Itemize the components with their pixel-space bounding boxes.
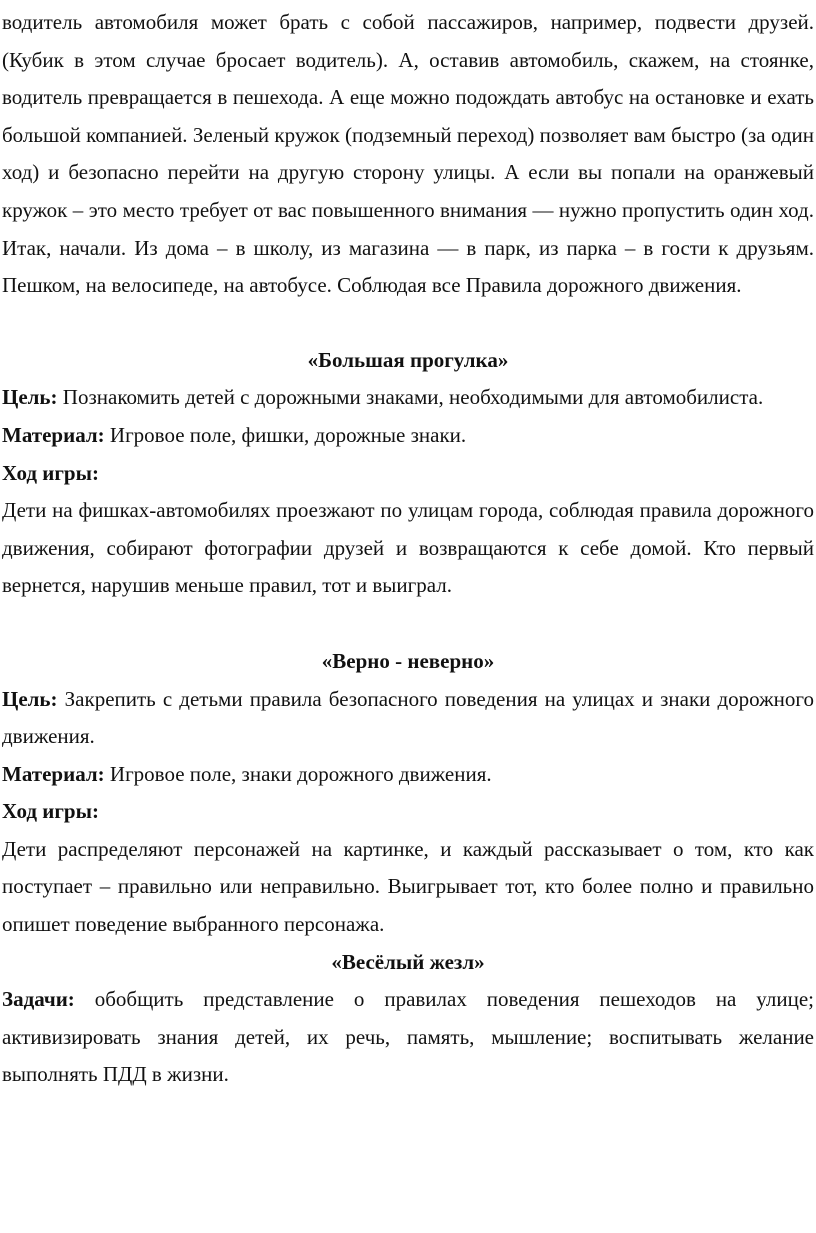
tasks-label: Задачи:: [2, 987, 75, 1012]
goal-text: Познакомить детей с дорожными знаками, необходимыми для автомобилиста.: [57, 385, 764, 410]
goal-label: Цель:: [2, 686, 58, 711]
goal-text: Закрепить с детьми правила безопасного поведения на улицах и знаки дорожного движения.: [2, 686, 814, 749]
material-text: Игровое поле, знаки дорожного движения.: [104, 761, 492, 786]
material-label: Материал:: [2, 422, 105, 447]
material-label: Материал:: [2, 761, 105, 786]
game-section-true-false: [2, 643, 814, 944]
course-paragraph: Дети распределяют персонажей на картинке, и каждый рассказывает о том, кто как поступает – правильно или неправильно. Выигрывает тот, кто более полно и правильно опишет поведение выбранного персонажа.: [2, 836, 814, 937]
goal-paragraph: [2, 379, 814, 417]
course-paragraph: Дети на фишках-автомобилях проезжают по улицам города, соблюдая правила дорожного движения, собирают фотографии друзей и возвращаются к себе домой. Кто первый вернется, нарушив меньше правил, тот и выиграл.: [2, 498, 814, 598]
game-title: «Весёлый жезл»: [331, 949, 485, 974]
course-label: Ход игры:: [2, 460, 99, 485]
material-paragraph: [2, 756, 814, 794]
game-section-big-walk: [2, 342, 814, 605]
tasks-text: обобщить представление о правилах поведения пешеходов на улице; активизировать знания детей, их речь, память, мышление; воспитывать желание выполнять ПДД в жизни.: [2, 987, 814, 1087]
goal-label: Цель:: [2, 385, 58, 410]
material-paragraph: [2, 417, 814, 455]
goal-paragraph: [2, 681, 814, 756]
game-title: «Большая прогулка»: [307, 347, 509, 372]
tasks-paragraph: [2, 981, 814, 1094]
intro-paragraph: водитель автомобиля может брать с собой пассажиров, например, подвести друзей. (Кубик в этом случае бросает водитель). А, оставив автомобиль, скажем, на стоянке, водитель превращается в пешехода. А еще можно подождать автобус на остановке и ехать большой компанией. Зеленый кружок (подземный переход) позволяет вам быстро (за один ход) и безопасно перейти на другую сторону улицы. А если вы попали на оранжевый кружок – это место требует от вас повышенного внимания — нужно пропустить один ход. Итак, начали. Из дома – в школу, из магазина — в парк, из парка – в гости к друзьям. Пешком, на велосипеде, на автобусе. Соблюдая все Правила дорожного движения.: [2, 10, 814, 298]
material-text: Игровое поле, фишки, дорожные знаки.: [104, 422, 467, 447]
game-section-merry-baton: [2, 944, 814, 1094]
course-label: Ход игры:: [2, 799, 99, 824]
game-title: «Верно - неверно»: [321, 648, 495, 673]
